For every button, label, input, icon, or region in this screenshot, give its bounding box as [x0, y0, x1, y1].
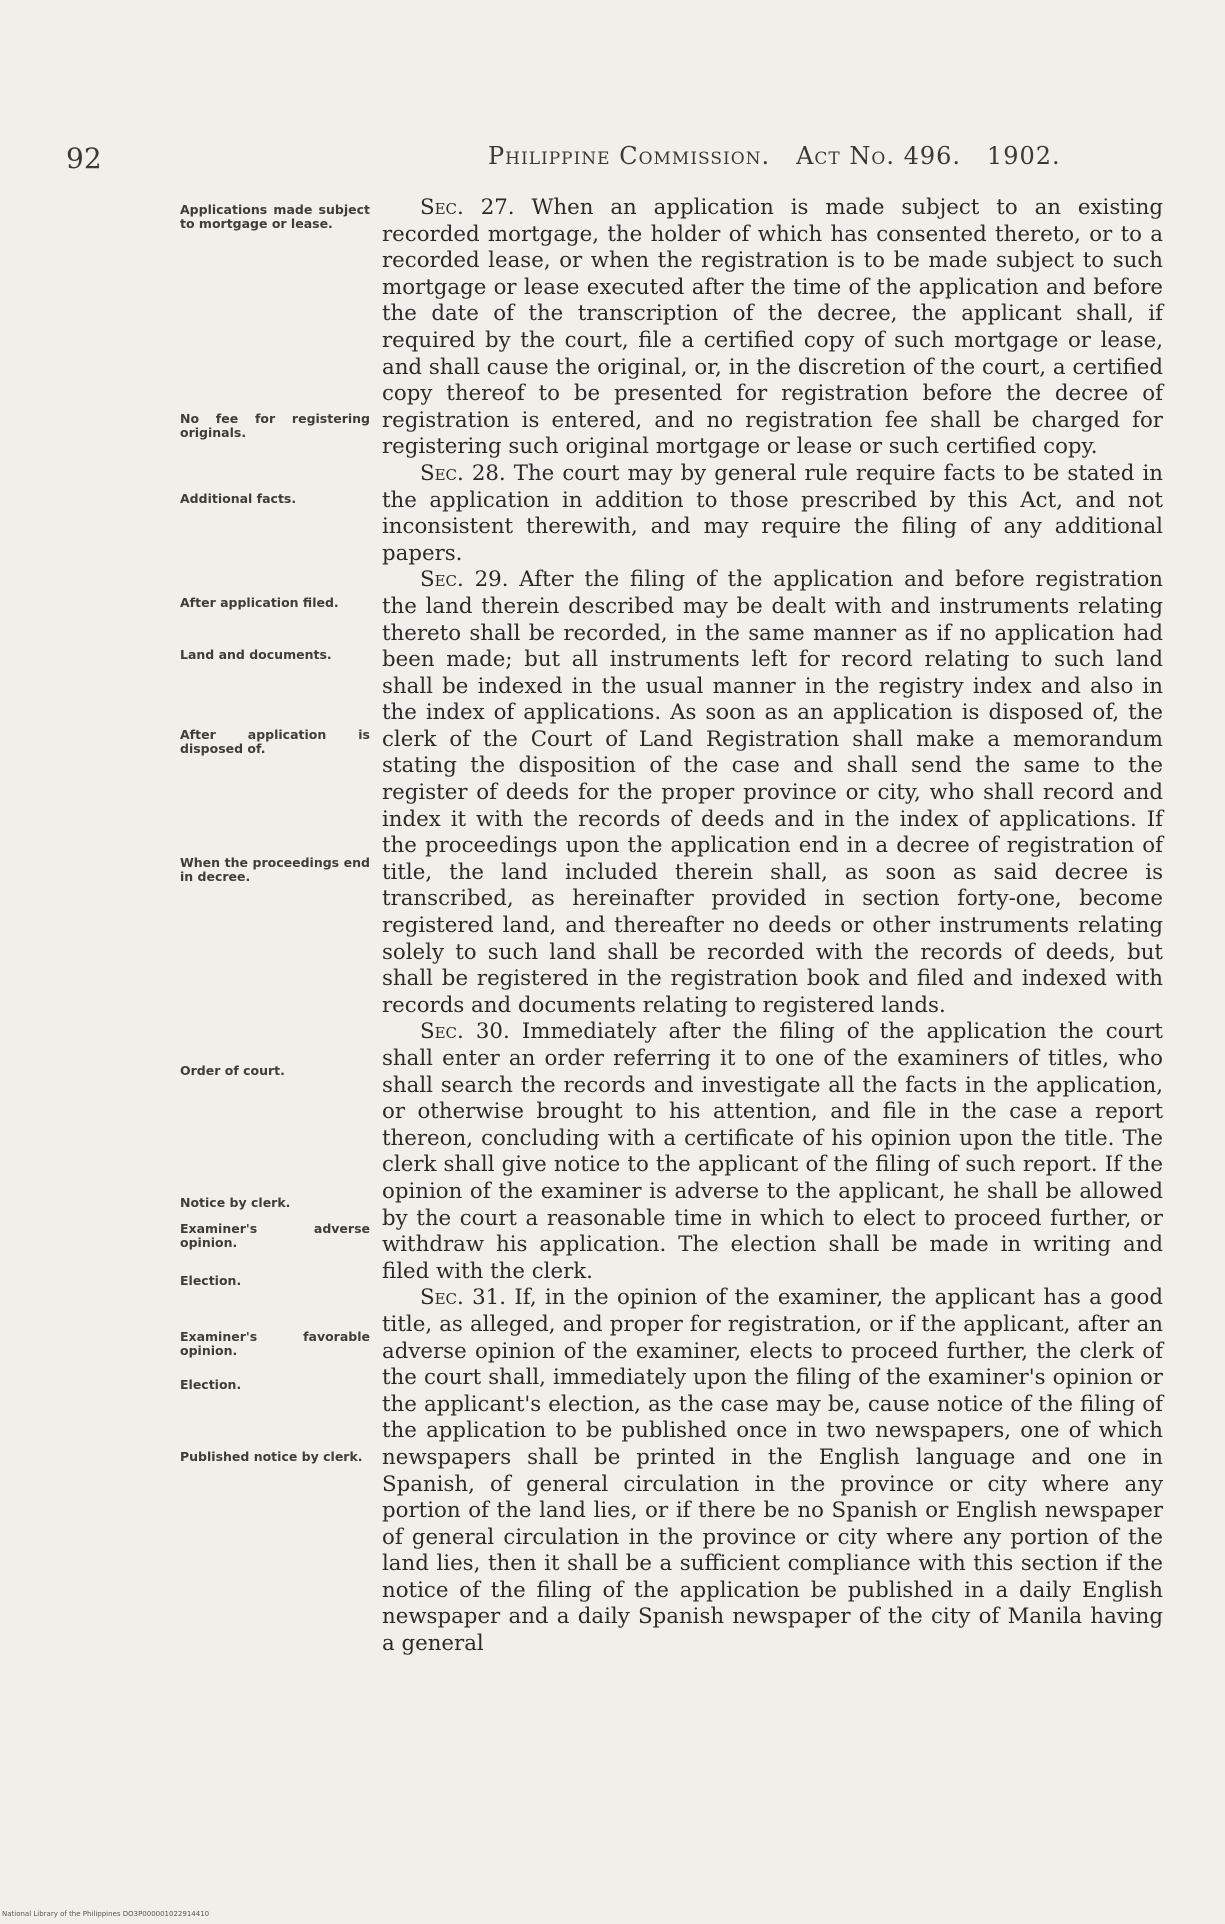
sidenote: Election.	[180, 1273, 242, 1288]
sidenote: Examiner's favorable opinion.	[180, 1329, 370, 1358]
section-label: Sec. 28.	[420, 460, 506, 486]
section-text: Immediately after the filing of the application the court shall enter an order referring it to one of the examiners of titles, who shall search the records and investigate all the facts in the application, or otherwise brought to his attention, and file in the case a report thereon, concluding with a certificate of his opinion upon the title. The clerk shall give notice to the applicant of the filing of such report. If the opinion of the examiner is adverse to the applicant, he shall be allowed by the court a reasonable time in which to elect to proceed further, or withdraw his application. The election shall be made in writing and filed with the clerk.	[382, 1019, 1163, 1284]
body-text	[382, 195, 1163, 1658]
sidenote: After application filed.	[180, 595, 339, 610]
running-head-name: Philippine Commission.	[488, 142, 771, 170]
page-number: 92	[66, 142, 102, 175]
sidenote: When the proceedings end in decree.	[180, 855, 370, 884]
sidenote: Examiner's adverse opinion.	[180, 1221, 370, 1250]
sidenote: Applications made subject to mortgage or lease.	[180, 202, 370, 231]
sidenote: Election.	[180, 1377, 242, 1392]
section-label: Sec. 27.	[420, 195, 515, 220]
sidenote: After application is disposed of.	[180, 727, 370, 756]
section-28	[382, 461, 1163, 567]
section-30	[382, 1019, 1163, 1285]
running-head-year: 1902.	[986, 142, 1061, 170]
sidenote: Notice by clerk.	[180, 1195, 291, 1210]
section-31	[382, 1285, 1163, 1657]
sidenote: Land and documents.	[180, 647, 332, 662]
section-text: The court may by general rule require facts to be stated in the application in addition to those prescribed by this Act, and not inconsistent therewith, and may require the filing of any additional papers.	[382, 460, 1163, 566]
section-label: Sec. 29.	[420, 567, 509, 593]
sidenote: Additional facts.	[180, 491, 297, 506]
sidenote: No fee for registering originals.	[180, 411, 370, 440]
section-text: After the filing of the application and before registration the land therein described may be dealt with and instruments relating thereto shall be recorded, in the same manner as if no application had been made; but all instruments left for record relating to such land shall be indexed in the usual manner in the registry index and also in the index of applications. As soon as an application is disposed of, the clerk of the Court of Land Registration shall make a memorandum stating the disposition of the case and shall send the same to the register of deeds for the proper province or city, who shall record and index it with the records of deeds and in the index of applications. If the proceedings upon the application end in a decree of registration of title, the land included therein shall, as soon as said decree is transcribed, as hereinafter provided in section forty-one, become registered land, and thereafter no deeds or other instruments relating solely to such land shall be recorded with the records of deeds, but shall be registered in the registration book and filed and indexed with records and documents relating to registered lands.	[382, 567, 1163, 1018]
section-text: When an application is made subject to an existing recorded mortgage, the holder of which has consented thereto, or to a recorded lease, or when the registration is to be made subject to such mortgage or lease executed after the time of the application and before the date of the transcription of the decree, the applicant shall, if required by the court, file a certified copy of such mortgage or lease, and shall cause the original, or, in the discretion of the court, a certified copy thereof to be presented for registration before the decree of registration is entered, and no registration fee shall be charged for registering such original mortgage or lease or such certified copy.	[382, 195, 1163, 460]
sidenote: Order of court.	[180, 1063, 285, 1078]
section-27	[382, 195, 1163, 461]
running-head-act: Act No. 496.	[796, 142, 962, 170]
section-label: Sec. 31.	[420, 1285, 506, 1311]
sidenote: Published notice by clerk.	[180, 1449, 363, 1464]
section-29	[382, 567, 1163, 1019]
running-head	[488, 142, 1061, 170]
section-text: If, in the opinion of the examiner, the applicant has a good title, as alleged, and proper for registration, or if the applicant, after an adverse opinion of the examiner, elects to proceed further, the clerk of the court shall, immediately upon the filing of the examiner's opinion or the applicant's election, as the case may be, cause notice of the filing of the application to be published once in two newspapers, one of which newspapers shall be printed in the English language and one in Spanish, of general circulation in the province or city where any portion of the land lies, or if there be no Spanish or English newspaper of general circulation in the province or city where any portion of the land lies, then it shall be a sufficient compliance with this section if the notice of the filing of the application be published in a daily English newspaper and a daily Spanish newspaper of the city of Manila having a general	[382, 1285, 1163, 1657]
scan-footer: National Library of the Philippines DO3P000001022914410	[2, 1910, 210, 1918]
section-label: Sec. 30.	[420, 1019, 510, 1045]
